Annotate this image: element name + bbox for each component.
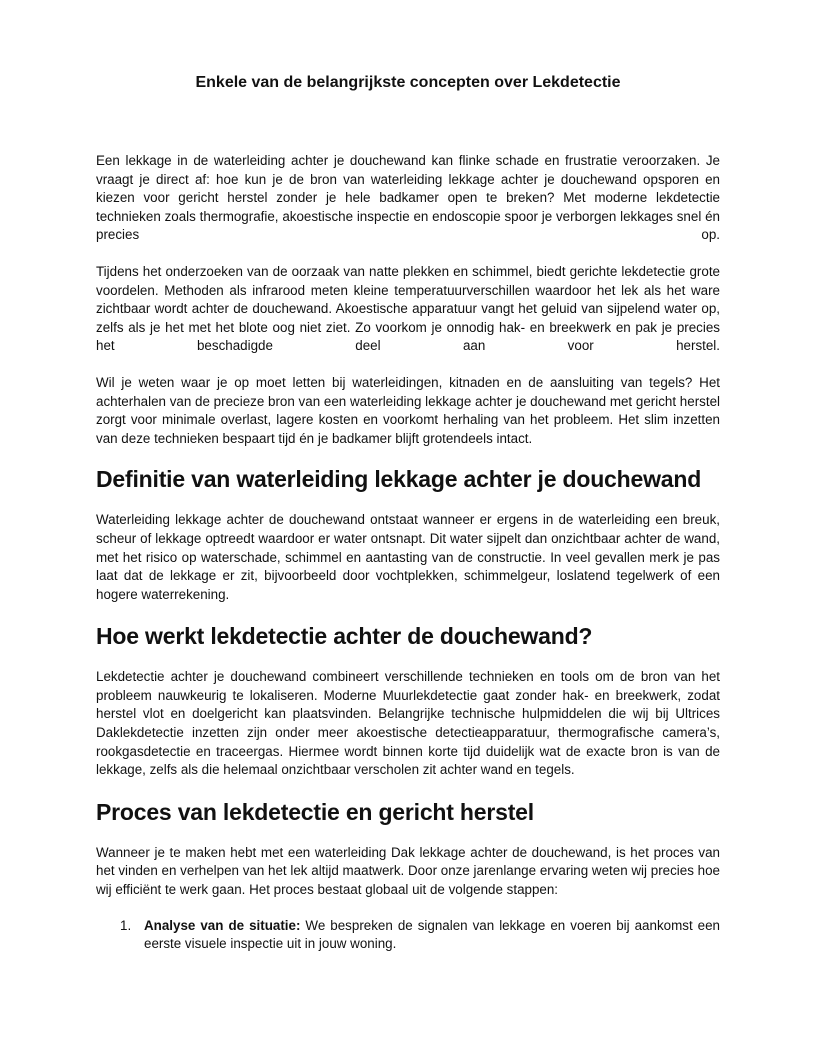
section-paragraph-hoe-werkt: Lekdetectie achter je douchewand combineert verschillende technieken en tools om de bron van het probleem nauwkeurig te lokaliseren. Moderne Muurlekdetectie gaat zonder hak- en breekwerk, zodat herstel vlot en doelgericht kan plaatsvinden. Belangrijke technische hulpmiddelen die wij bij Ultrices Daklekdetectie inzetten zijn onder meer akoestische detectieapparatuur, thermografische camera’s, rookgasdetectie en traceergas. Hiermee wordt binnen korte tijd duidelijk wat de exacte bron is van de lekkage, zelfs als die helemaal onzichtbaar verscholen zit achter wand en tegels. xyxy=(96,669,720,778)
section-heading-definitie: Definitie van waterleiding lekkage achter je douchewand xyxy=(96,466,702,493)
intro-paragraph-1: Een lekkage in de waterleiding achter je douchewand kan flinke schade en frustratie veroorzaken. Je vraagt je direct af: hoe kun je de bron van waterleiding lekkage achter je douchewand opsporen en kiezen voor gericht herstel zonder je hele badkamer open te breken? Met moderne lekdetectie technieken zoals thermografie, akoestische inspectie en endoscopie spoor je verborgen lekkages snel én precies op. xyxy=(96,153,720,243)
document-title: Enkele van de belangrijkste concepten over Lekdetectie xyxy=(195,74,621,91)
intro-paragraph-2: Tijdens het onderzoeken van de oorzaak van natte plekken en schimmel, biedt gerichte lekdetectie grote voordelen. Methoden als infrarood meten kleine temperatuurverschillen waardoor het lek als het ware zichtbaar wordt achter de douchewand. Akoestische apparatuur vangt het geluid van sijpelend water op, zelfs als je het met het blote oog niet ziet. Zo voorkom je onnodig hak- en breekwerk en pak je precies het beschadigde deel aan voor herstel. xyxy=(96,263,720,354)
step-text: We bespreken de signalen van lekkage en voeren bij aankomst een eerste visuele inspectie uit in jouw woning. xyxy=(144,917,721,952)
section-heading-hoe-werkt: Hoe werkt lekdetectie achter de douchewand? xyxy=(96,623,593,650)
list-item xyxy=(96,917,720,954)
intro-paragraph-3: Wil je weten waar je op moet letten bij waterleidingen, kitnaden en de aansluiting van tegels? Het achterhalen van de precieze bron van een waterleiding lekkage achter je douchewand met gericht herstel zorgt voor minimale overlast, lagere kosten en voorkomt herhaling van het probleem. Het slim inzetten van deze technieken bespaart tijd én je badkamer blijft grotendeels intact. xyxy=(96,374,720,446)
document-page xyxy=(96,72,720,954)
section-heading-proces: Proces van lekdetectie en gericht herstel xyxy=(96,798,534,825)
process-steps-list xyxy=(96,917,720,954)
section-paragraph-definitie: Waterleiding lekkage achter de douchewand ontstaat wanneer er ergens in de waterleiding een breuk, scheur of lekkage optreedt waardoor er water ontsnapt. Dit water sijpelt dan onzichtbaar achter de wand, met het risico op waterschade, schimmel en aantasting van de constructie. In veel gevallen merk je pas laat dat de lekkage er zit, bijvoorbeeld door vochtplekken, schimmelgeur, loslatend tegelwerk of een hogere waterrekening. xyxy=(96,512,720,602)
step-label: Analyse van de situatie: xyxy=(144,917,301,933)
section-paragraph-proces: Wanneer je te maken hebt met een waterleiding Dak lekkage achter de douchewand, is het proces van het vinden en verhelpen van het lek altijd maatwerk. Door onze jarenlange ervaring weten wij precies hoe wij efficiënt te werk gaan. Het proces bestaat globaal uit de volgende stappen: xyxy=(96,844,720,898)
step-number: 1. xyxy=(120,917,132,933)
